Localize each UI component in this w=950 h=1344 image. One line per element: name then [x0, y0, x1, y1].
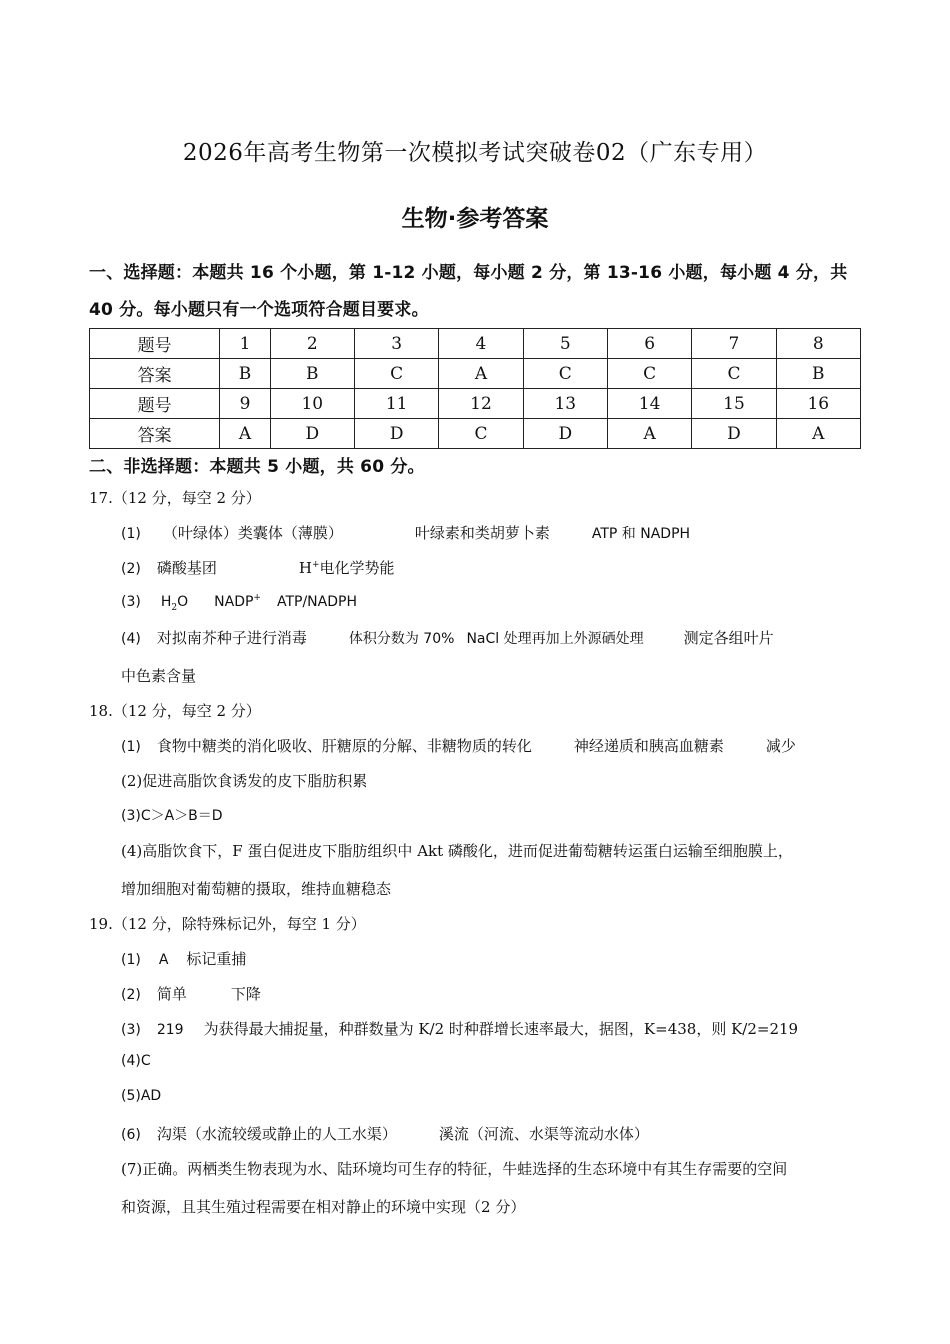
- q18-heading: 18.（12 分，每空 2 分）: [89, 702, 261, 720]
- answer-text: ATP/NADPH: [276, 594, 357, 610]
- table-cell: C: [607, 359, 691, 389]
- answer-text: 减少: [765, 737, 796, 755]
- item-number: (6): [121, 1127, 141, 1143]
- answer-text: O: [177, 594, 189, 610]
- answer-text: 沟渠（水流较缓或静止的人工水渠）: [156, 1125, 397, 1143]
- answer-text: NaCl 处理再加上外源硒处理: [466, 631, 644, 647]
- q19-answer-5: (5)AD: [121, 1088, 162, 1104]
- table-cell: 1: [220, 329, 270, 359]
- q17-answer-4-cont: 中色素含量: [121, 667, 197, 685]
- q19-answer-7: (7)正确。两栖类生物表现为水、陆环境均可生存的特征，牛蛙选择的生态环境中有其生存需要的空间: [121, 1160, 788, 1178]
- answer-text: 食物中糖类的消化吸收、肝糖原的分解、非糖物质的转化: [156, 737, 532, 755]
- table-cell-label: 题号: [90, 389, 220, 419]
- superscript: +: [253, 593, 261, 603]
- item-number: (3): [121, 594, 141, 610]
- table-cell: D: [523, 419, 607, 449]
- answer-text: 为获得最大捕捉量，种群数量为 K/2 时种群增长速率最大，据图，K=438，则 K/2=219: [203, 1020, 799, 1038]
- table-cell: 15: [692, 389, 776, 419]
- answer-text: NADP: [214, 594, 254, 610]
- table-cell: 12: [439, 389, 523, 419]
- table-cell: 2: [270, 329, 354, 359]
- item-number: (2): [121, 987, 141, 1003]
- answer-text: A: [158, 952, 169, 968]
- table-cell: B: [776, 359, 860, 389]
- table-row: [90, 389, 861, 419]
- table-cell: 3: [354, 329, 438, 359]
- superscript: +: [311, 560, 320, 570]
- table-cell: 9: [220, 389, 270, 419]
- item-number: (3): [121, 1022, 141, 1038]
- q17-answer-4: [121, 627, 774, 648]
- table-cell: A: [220, 419, 270, 449]
- table-row: [90, 419, 861, 449]
- table-cell: D: [270, 419, 354, 449]
- q19-answer-6: [121, 1123, 649, 1144]
- answer-text: 标记重捕: [186, 950, 247, 968]
- q18-answer-1: [121, 735, 796, 756]
- answer-text: 体积分数为 70%: [348, 631, 455, 647]
- table-cell: A: [776, 419, 860, 449]
- table-cell: B: [270, 359, 354, 389]
- table-cell: 13: [523, 389, 607, 419]
- table-cell: A: [607, 419, 691, 449]
- q19-answer-2: [121, 983, 261, 1004]
- q19-answer-3: [121, 1018, 798, 1039]
- answer-table: [89, 328, 861, 449]
- q18-answer-4-cont: 增加细胞对葡萄糖的摄取，维持血糖稳态: [121, 880, 392, 898]
- q17-answer-1: [121, 522, 690, 543]
- q18-answer-4: (4)高脂饮食下，F 蛋白促进皮下脂肪组织中 Akt 磷酸化，进而促进葡萄糖转运蛋白运输至细胞膜上，: [121, 842, 793, 860]
- table-cell: 5: [523, 329, 607, 359]
- answer-text: 对拟南芥种子进行消毒: [156, 629, 307, 647]
- table-cell: C: [692, 359, 776, 389]
- q19-answer-7-cont: 和资源，且其生殖过程需要在相对静止的环境中实现（2 分）: [121, 1198, 526, 1216]
- table-cell: B: [220, 359, 270, 389]
- item-number: (1): [121, 526, 141, 542]
- section1-line1: 一、选择题：本题共 16 个小题，第 1-12 小题，每小题 2 分，第 13-16 小题，每小题 4 分，共: [89, 263, 848, 283]
- table-cell-label: 答案: [90, 419, 220, 449]
- answer-text: 测定各组叶片: [683, 629, 774, 647]
- answer-text: 简单: [156, 985, 187, 1003]
- answer-text: ATP 和 NADPH: [591, 526, 691, 542]
- table-cell: D: [354, 419, 438, 449]
- item-number: (1): [121, 739, 141, 755]
- q19-answer-1: [121, 948, 246, 969]
- answer-text: 磷酸基团: [156, 559, 217, 577]
- answer-text: （叶绿体）类囊体（薄膜）: [162, 524, 343, 542]
- table-cell: C: [354, 359, 438, 389]
- document-title: 2026年高考生物第一次模拟考试突破卷02（广东专用）: [182, 140, 768, 166]
- table-cell: 11: [354, 389, 438, 419]
- section2-heading: 二、非选择题：本题共 5 小题，共 60 分。: [89, 457, 425, 477]
- q17-answer-2: [121, 557, 395, 578]
- item-number: (4): [121, 631, 141, 647]
- q17-answer-3: [121, 592, 357, 613]
- table-cell: 4: [439, 329, 523, 359]
- answer-text: 叶绿素和类胡萝卜素: [414, 524, 550, 542]
- item-number: (2): [121, 561, 141, 577]
- table-cell: C: [523, 359, 607, 389]
- q19-heading: 19.（12 分，除特殊标记外，每空 1 分）: [89, 915, 366, 933]
- table-row: [90, 359, 861, 389]
- table-cell: 6: [607, 329, 691, 359]
- answer-text: 神经递质和胰高血糖素: [573, 737, 724, 755]
- q17-heading: 17.（12 分，每空 2 分）: [89, 489, 261, 507]
- answer-text: 219: [156, 1022, 184, 1038]
- table-cell: 16: [776, 389, 860, 419]
- q18-answer-3: (3)C＞A＞B＝D: [121, 808, 223, 824]
- table-cell: 10: [270, 389, 354, 419]
- table-cell: 14: [607, 389, 691, 419]
- document-subtitle: 生物·参考答案: [401, 206, 549, 232]
- section1-line2: 40 分。每小题只有一个选项符合题目要求。: [89, 300, 429, 320]
- table-cell: 7: [692, 329, 776, 359]
- table-cell-label: 题号: [90, 329, 220, 359]
- table-cell: C: [439, 419, 523, 449]
- item-number: (1): [121, 952, 141, 968]
- table-row: [90, 329, 861, 359]
- answer-text: 电化学势能: [319, 559, 395, 577]
- answer-text: H: [298, 559, 312, 577]
- table-cell: 8: [776, 329, 860, 359]
- table-cell: A: [439, 359, 523, 389]
- table-cell-label: 答案: [90, 359, 220, 389]
- answer-text: H: [160, 594, 172, 610]
- subscript: 2: [171, 603, 178, 613]
- answer-text: 溪流（河流、水渠等流动水体）: [438, 1125, 649, 1143]
- q18-answer-2: (2)促进高脂饮食诱发的皮下脂肪积累: [121, 772, 368, 790]
- answer-text: 下降: [230, 985, 261, 1003]
- table-cell: D: [692, 419, 776, 449]
- q19-answer-4: (4)C: [121, 1053, 151, 1069]
